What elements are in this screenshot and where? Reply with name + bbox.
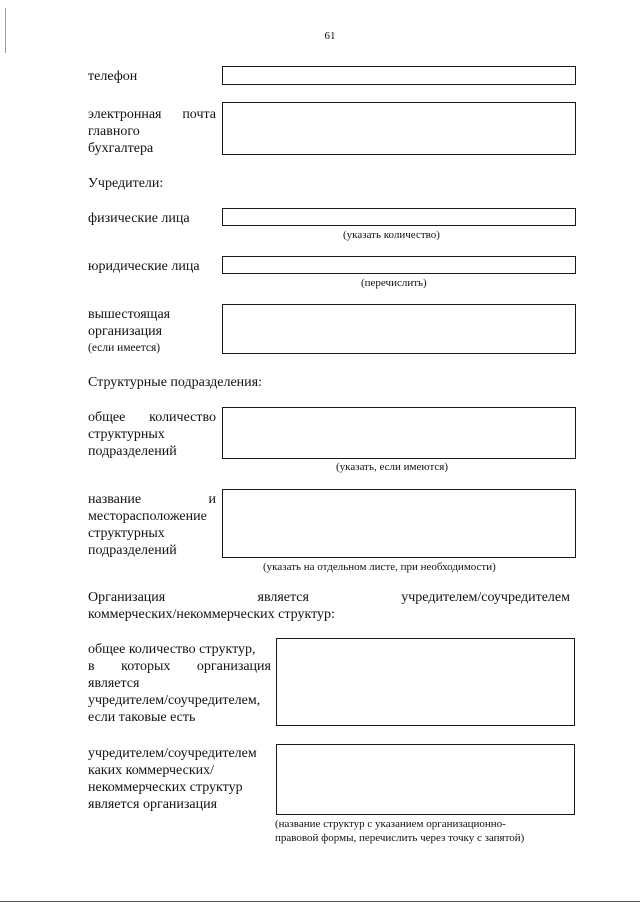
founder-of-field[interactable] bbox=[276, 744, 575, 815]
page-edge-mark bbox=[5, 8, 6, 53]
founder-of-hint: (название структур с указанием организационно- правовой формы, перечислить через точку с запятой) bbox=[275, 818, 525, 844]
legal-entities-field[interactable] bbox=[222, 256, 576, 274]
parent-org-label: вышестоящая организация (если имеется) bbox=[88, 307, 171, 354]
individuals-label: физические лица bbox=[88, 211, 190, 226]
legal-entities-label: юридические лица bbox=[88, 259, 200, 274]
struct-heading: Структурные подразделения: bbox=[88, 375, 262, 390]
individuals-field[interactable] bbox=[222, 208, 576, 226]
individuals-hint: (указать количество) bbox=[343, 229, 440, 241]
struct-count-field[interactable] bbox=[222, 407, 576, 459]
legal-entities-hint: (перечислить) bbox=[361, 277, 427, 289]
parent-org-field[interactable] bbox=[222, 304, 576, 354]
structures-total-label: общее количество структур, в которых организация является учредителем/соучредителем, если таковые есть bbox=[88, 642, 271, 725]
struct-names-field[interactable] bbox=[222, 489, 576, 558]
org-statement-line2: коммерческих/некоммерческих структур: bbox=[88, 607, 335, 622]
email-field[interactable] bbox=[222, 102, 576, 155]
struct-count-label: общее количество структурных подразделений bbox=[88, 410, 216, 459]
page-number: 61 bbox=[324, 30, 336, 42]
page-bottom-edge bbox=[0, 901, 640, 902]
org-statement-line1: Организация является учредителем/соучредителем bbox=[88, 590, 570, 605]
struct-count-hint: (указать, если имеются) bbox=[336, 461, 449, 473]
struct-names-label: название и месторасположение структурных подразделений bbox=[88, 492, 216, 558]
founder-of-label: учредителем/соучредителем каких коммерческих/ некоммерческих структур является организация bbox=[88, 746, 257, 812]
founders-heading: Учредители: bbox=[88, 176, 164, 191]
struct-names-hint: (указать на отдельном листе, при необходимости) bbox=[263, 561, 496, 573]
email-label: электронная почта главного бухгалтера bbox=[88, 107, 216, 156]
phone-label: телефон bbox=[88, 69, 138, 84]
structures-total-field[interactable] bbox=[276, 638, 575, 726]
phone-field[interactable] bbox=[222, 66, 576, 85]
